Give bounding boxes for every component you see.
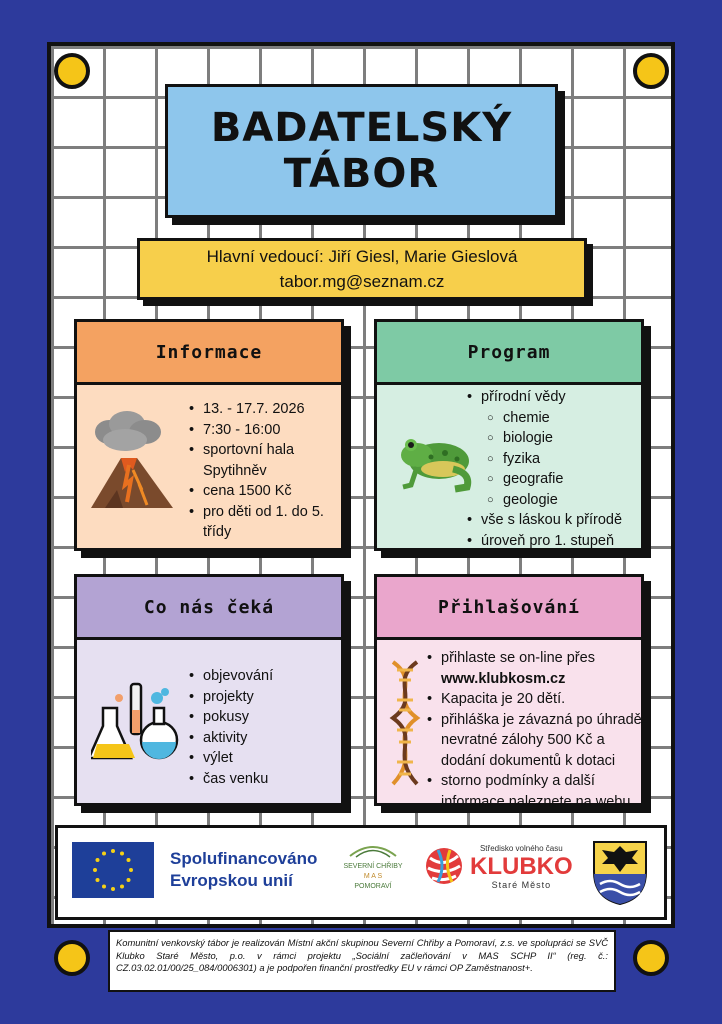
info-item: • cena 1500 Kč xyxy=(187,481,337,502)
klubko-ball-icon xyxy=(424,846,464,886)
volcano-icon xyxy=(87,410,177,510)
leader-email[interactable]: tabor.mg@seznam.cz xyxy=(279,272,445,291)
program-card xyxy=(374,319,644,551)
program-item: • přírodní vědy xyxy=(465,387,645,408)
expect-heading: Co nás čeká xyxy=(77,577,341,640)
program-item: • úroveň pro 1. stupeň xyxy=(465,531,645,552)
dna-icon xyxy=(385,658,425,788)
info-card xyxy=(74,319,344,551)
signup-heading: Přihlašování xyxy=(377,577,641,640)
expect-item: • aktivity xyxy=(187,728,337,749)
klubko-name: KLUBKO xyxy=(470,853,573,880)
coat-of-arms-icon xyxy=(592,840,648,906)
expect-item: • výlet xyxy=(187,748,337,769)
klubko-sub-text: Staré Město xyxy=(491,880,552,890)
info-item: • 13. - 17.7. 2026 xyxy=(187,399,337,420)
eu-flag-icon xyxy=(72,842,154,898)
program-subitem: ○ fyzika xyxy=(465,449,645,470)
program-subitem: ○ geografie xyxy=(465,469,645,490)
program-heading: Program xyxy=(377,322,641,385)
title-line-1: BADATELSKÝ xyxy=(210,105,513,151)
signup-item: • Kapacita je 20 dětí. xyxy=(425,689,643,710)
corner-dot-top-left xyxy=(54,53,90,89)
mas-text-2: M A S xyxy=(363,873,383,880)
signup-card xyxy=(374,574,644,810)
program-subitem: ○ chemie xyxy=(465,408,645,429)
expect-card xyxy=(74,574,344,806)
expect-item: • pokusy xyxy=(187,707,337,728)
logos-strip xyxy=(55,825,667,920)
lab-flasks-icon xyxy=(91,678,181,768)
signup-item xyxy=(425,648,643,689)
info-heading: Informace xyxy=(77,322,341,385)
signup-item: • storno podmínky a další informace naleznete na webu xyxy=(425,771,643,812)
corner-dot-top-right xyxy=(633,53,669,89)
info-item: • pro děti od 1. do 5. třídy xyxy=(187,502,337,543)
corner-dot-bottom-right xyxy=(633,940,669,976)
eu-text-line-1: Spolufinancováno xyxy=(170,849,318,868)
signup-item: • přihláška je závazná po úhradě nevratné zálohy 500 Kč a dodání dokumentů k dotaci xyxy=(425,710,643,772)
hills-icon xyxy=(348,842,398,858)
expect-item: • objevování xyxy=(187,666,337,687)
info-item: • 7:30 - 16:00 xyxy=(187,420,337,441)
corner-dot-bottom-left xyxy=(54,940,90,976)
footer-note: Komunitní venkovský tábor je realizován Místní akční skupinou Severní Chřiby a Pomoraví, z.s. ve spolupráci se SVČ Klubko Staré Město, p.o. v rámci projektu „Sociální začleňování v MAS SCHP II“ (reg. č.: CZ.03.02.01/00/25_084/0006301) a je podpořen finanční prostředky EU v rámci OP Zaměstnanost+. xyxy=(108,930,616,992)
signup-item-1: přihlaste se on-line přes xyxy=(441,650,595,666)
mas-text-1: SEVERNÍ CHŘIBY xyxy=(343,863,403,870)
mas-logo xyxy=(342,842,404,892)
expect-item: • projekty xyxy=(187,687,337,708)
klubko-top-text: Středisko volného času xyxy=(479,844,563,853)
signup-url-link[interactable]: www.klubkosm.cz xyxy=(441,670,566,687)
info-item: • sportovní hala Spytihněv xyxy=(187,440,337,481)
eu-text-line-2: Evropskou unií xyxy=(170,871,293,890)
program-subitem: ○ geologie xyxy=(465,490,645,511)
title-line-2: TÁBOR xyxy=(283,151,440,197)
page-title xyxy=(165,84,558,218)
leader-names: Hlavní vedoucí: Jiří Giesl, Marie Gieslová xyxy=(206,247,518,266)
mas-text-3: POMORAVÍ xyxy=(354,883,392,890)
program-item: • vše s láskou k přírodě xyxy=(465,510,645,531)
frog-icon xyxy=(395,427,475,497)
leader-banner xyxy=(137,238,587,300)
expect-item: • čas venku xyxy=(187,769,337,790)
program-subitem: ○ biologie xyxy=(465,428,645,449)
